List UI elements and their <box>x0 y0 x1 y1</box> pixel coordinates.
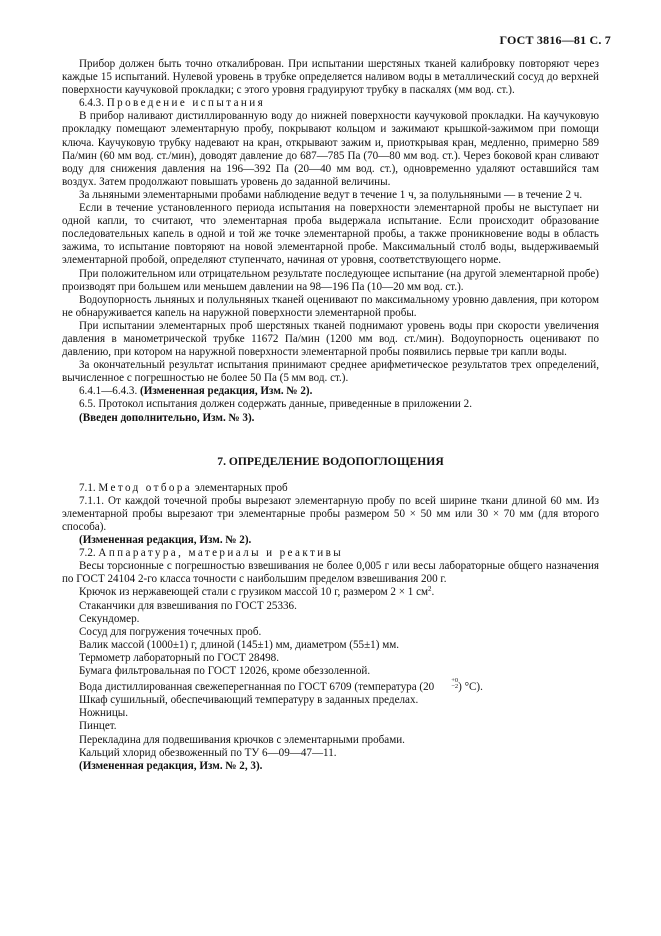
paragraph: Прибор должен быть точно откалиброван. При испытании шерстяных тканей калибровку повторяют через каждые 15 испытаний. Нулевой уровень в трубке определяется наливом воды в металлический сосуд до верхней поверхности каучуковой прокладки; с этого уровня градуируют трубку в паскалях (мм вод. ст.). <box>62 58 599 97</box>
equipment-item: Пинцет. <box>79 720 117 733</box>
intro-note-6-5: (Введен дополнительно, Изм. № 3). <box>79 411 255 424</box>
paragraph: При положительном или отрицательном результате последующее испытание (на другой элементарной пробе) производят при большем или меньшем давлении на 98—196 Па (10—20 мм вод. ст.). <box>62 267 599 293</box>
paragraph-6-5: 6.5. Протокол испытания должен содержать данные, приведенные в приложении 2. <box>79 398 472 411</box>
edit-note-6-4 <box>62 385 599 398</box>
edit-note-prefix: 6.4.1—6.4.3. <box>79 385 138 398</box>
subsection-title: Проведение испытания <box>106 97 266 110</box>
equipment-item: Сосуд для погружения точечных проб. <box>79 625 262 638</box>
subsection-7-1-heading <box>62 482 599 495</box>
equipment-item: Ножницы. <box>79 707 128 720</box>
equipment-item: Бумага фильтровальная по ГОСТ 12026, кроме обеззоленной. <box>79 665 371 678</box>
edit-note-7-1-1: (Измененная редакция, Изм. № 2). <box>79 534 252 547</box>
paragraph: Водоупорность льняных и полульняных тканей оценивают по максимальному уровню давления, при котором не обнаруживается капель на наружной поверхности элементарной пробы. <box>62 293 599 319</box>
equipment-item: Секундомер. <box>79 612 140 625</box>
paragraph: За окончательный результат испытания принимают среднее арифметическое результатов трех определений, вычисленное с погрешностью не более 50 Па (5 мм вод. ст.). <box>62 359 599 385</box>
subsection-6-4-3-heading <box>62 97 599 110</box>
paragraph: В прибор наливают дистиллированную воду до нижней поверхности каучуковой прокладки. На каучуковую прокладку помещают элементарную пробу, покрывают кольцом и зажимают крышкой-зажимом при помощи ключа. Каучуковую трубку надевают на кран, открывают зажим и, приоткрывая кран, медленно, примерно 589 Па/мин (60 мм вод. ст./мин), доводят давление до 687—785 Па (70—80 мм вод. ст.). Через боковой кран сливают воду для снижения давления на 196—392 Па (20—40 мм вод. ст.), одновременно удаляют оставшийся там воздух. Затем продолжают повышать уровень до заданной величины. <box>62 110 599 188</box>
equipment-hook: Крючок из нержавеющей стали с грузиком массой 10 г, размером 2 × 1 $см^2$. <box>79 585 435 599</box>
paragraph-7-1-1: 7.1.1. От каждой точечной пробы вырезают элементарную пробу по всей ширине ткани длиной 60 мм. Из элементарной пробы вырезают три элементарные пробы размером 50 × 50 мм или 30 × 70 мм (для второго способа). <box>62 494 599 533</box>
edit-note-text: (Измененная редакция, Изм. № 2). <box>140 385 313 398</box>
equipment-item: Перекладина для подвешивания крючков с элементарными пробами. <box>79 733 405 746</box>
temperature-tolerance: +0 −2 <box>451 677 459 691</box>
equipment-item: Валик массой (1000±1) г, длиной (145±1) мм, диаметром (55±1) мм. <box>79 638 400 651</box>
equipment-item: Стаканчики для взвешивания по ГОСТ 25336. <box>79 599 297 612</box>
subsection-7-2-heading <box>62 547 599 560</box>
paragraph: Если в течение установленного периода испытания на поверхности элементарной пробы не выступает ни одной капли, то считают, что элементарная проба выдержала испытание. Если происходит образование последовательных капель в одной и той же точке элементарной пробы, а также проникновение воды в область зажима, то испытание повторяют на новой элементарной пробе. Максимальный столб воды, выдерживаемый элементарной пробой, определяют ступенчато, начиная от уровня, соответствующего норме. <box>62 202 599 267</box>
paragraph: При испытании элементарных проб шерстяных тканей поднимают уровень воды при скорости увеличения давления в манометрической трубке 11672 Па/мин (1200 мм вод. ст./мин). Водоупорность оценивают по давлению, при котором на наружной поверхности элементарной пробы появились первые три капли воды. <box>62 319 599 359</box>
equipment-item: Кальций хлорид обезвоженный по ТУ 6—09—47—11. <box>79 746 337 759</box>
subsection-title-rest: элементарных проб <box>194 481 288 494</box>
subsection-number: 7.2. <box>79 547 96 560</box>
subsection-number: 6.4.3. <box>79 97 104 110</box>
section-7-title: 7. ОПРЕДЕЛЕНИЕ ВОДОПОГЛОЩЕНИЯ <box>217 454 444 468</box>
equipment-water: Вода дистиллированная свежеперегнанная по ГОСТ 6709 (температура (20 +0 −2 ) °С). <box>79 677 483 694</box>
paragraph: За льняными элементарными пробами наблюдение ведут в течение 1 ч, за полульняными — в течение 2 ч. <box>79 188 583 201</box>
document-body <box>62 58 599 773</box>
subsection-title-spaced: Метод отбора <box>98 481 193 494</box>
edit-note-7-2: (Измененная редакция, Изм. № 2, 3). <box>79 759 263 772</box>
subsection-title-spaced: Аппаратура, материалы и реактивы <box>98 547 344 560</box>
page-header: ГОСТ 3816—81 С. 7 <box>499 33 611 47</box>
equipment-item: Термометр лабораторный по ГОСТ 28498. <box>79 651 279 664</box>
subsection-number: 7.1. <box>79 481 96 494</box>
equipment-scales: Весы торсионные с погрешностью взвешивания не более 0,005 г или весы лабораторные общего назначения по ГОСТ 24104 2-го класса точности с наибольшим пределом взвешивания 200 г. <box>62 560 599 586</box>
equipment-item: Шкаф сушильный, обеспечивающий температуру в заданных пределах. <box>79 694 419 707</box>
